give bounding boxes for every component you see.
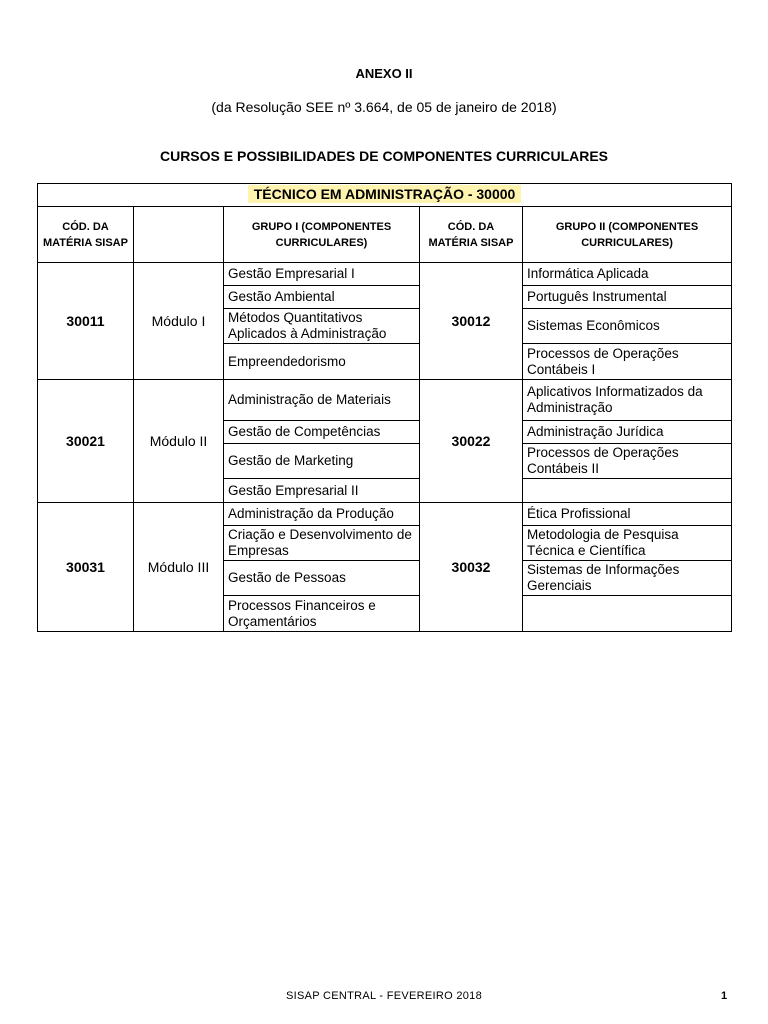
- curriculum-table: [37, 183, 732, 632]
- module-3-group1-item-4: Processos Financeiros e Orçamentários: [224, 596, 420, 632]
- module-1-label: Módulo I: [134, 263, 224, 380]
- annex-title: ANEXO II: [355, 66, 413, 81]
- module-2-group1-item-3: Gestão de Marketing: [224, 444, 420, 479]
- module-3-group2-item-1: Ética Profissional: [523, 503, 732, 526]
- module-1-group1-item-1: Gestão Empresarial I: [224, 263, 420, 286]
- page-number: 1: [721, 990, 728, 1002]
- module-2-label: Módulo II: [134, 380, 224, 503]
- module-3-label: Módulo III: [134, 503, 224, 632]
- module-3-code-2: 30032: [420, 503, 523, 632]
- table-title-cell: [38, 184, 732, 207]
- module-2-group2-item-3: Processos de Operações Contábeis II: [523, 444, 732, 479]
- resolution-subtitle: (da Resolução SEE nº 3.664, de 05 de janeiro de 2018): [211, 99, 557, 115]
- module-1-group1-item-3: Métodos Quantitativos Aplicados à Administração: [224, 309, 420, 344]
- module-3-group1-item-3: Gestão de Pessoas: [224, 561, 420, 596]
- module-3-group1-item-2: Criação e Desenvolvimento de Empresas: [224, 526, 420, 561]
- table-row: [38, 380, 732, 421]
- header-code-2: CÓD. DA MATÉRIA SISAP: [420, 207, 523, 263]
- module-3-group1-item-1: Administração da Produção: [224, 503, 420, 526]
- module-1-code-2: 30012: [420, 263, 523, 380]
- course-title: TÉCNICO EM ADMINISTRAÇÃO - 30000: [248, 185, 522, 203]
- page-heading: CURSOS E POSSIBILIDADES DE COMPONENTES CURRICULARES: [159, 148, 609, 164]
- table-title-row: [38, 184, 732, 207]
- header-code-1: CÓD. DA MATÉRIA SISAP: [38, 207, 134, 263]
- module-3-group2-item-4: [523, 596, 732, 632]
- module-3-code-1: 30031: [38, 503, 134, 632]
- module-3-group2-item-2: Metodologia de Pesquisa Técnica e Científica: [523, 526, 732, 561]
- module-1-code-1: 30011: [38, 263, 134, 380]
- module-1-group2-item-1: Informática Aplicada: [523, 263, 732, 286]
- header-group-1: GRUPO I (COMPONENTES CURRICULARES): [224, 207, 420, 263]
- module-3-group2-item-3: Sistemas de Informações Gerenciais: [523, 561, 732, 596]
- module-1-group2-item-4: Processos de Operações Contábeis I: [523, 344, 732, 380]
- module-1-group2-item-3: Sistemas Econômicos: [523, 309, 732, 344]
- table-row: [38, 263, 732, 286]
- module-2-group1-item-2: Gestão de Competências: [224, 421, 420, 444]
- module-1-group1-item-2: Gestão Ambiental: [224, 286, 420, 309]
- header-module-empty: [134, 207, 224, 263]
- module-2-code-2: 30022: [420, 380, 523, 503]
- module-1-group2-item-2: Português Instrumental: [523, 286, 732, 309]
- module-2-group1-item-1: Administração de Materiais: [224, 380, 420, 421]
- module-2-group1-item-4: Gestão Empresarial II: [224, 479, 420, 503]
- module-2-group2-item-2: Administração Jurídica: [523, 421, 732, 444]
- page-footer: SISAP CENTRAL - FEVEREIRO 2018: [285, 990, 483, 1002]
- module-2-group2-item-4: [523, 479, 732, 503]
- header-group-2: GRUPO II (COMPONENTES CURRICULARES): [523, 207, 732, 263]
- module-1-group1-item-4: Empreendedorismo: [224, 344, 420, 380]
- table-header-row: [38, 207, 732, 263]
- table-row: [38, 503, 732, 526]
- module-2-group2-item-1: Aplicativos Informatizados da Administração: [523, 380, 732, 421]
- module-2-code-1: 30021: [38, 380, 134, 503]
